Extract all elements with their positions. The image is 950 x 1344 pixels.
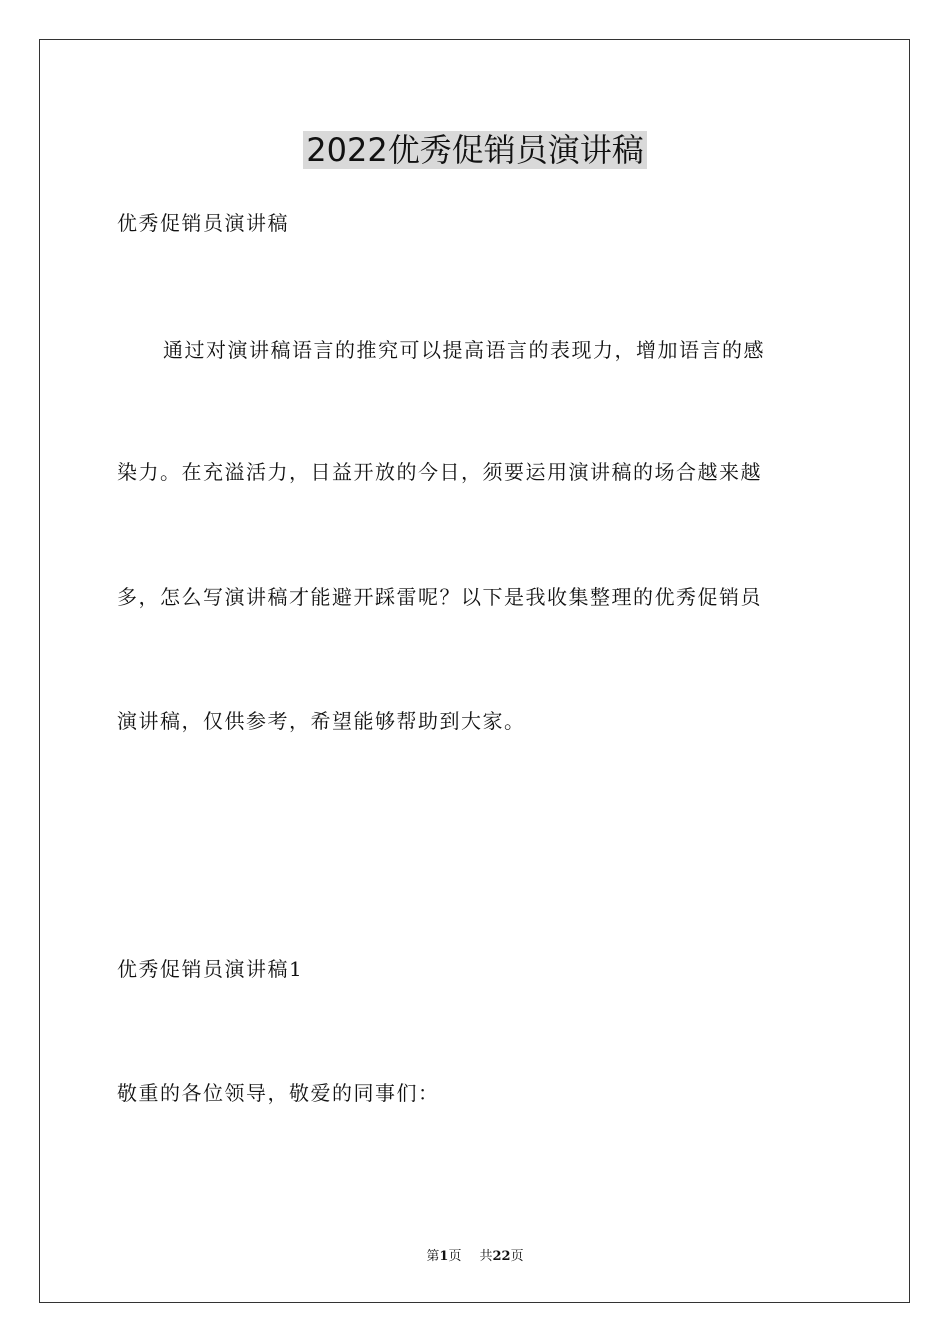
section-heading: 优秀促销员演讲稿1 (117, 957, 304, 981)
footer-page-prefix: 第 (426, 1249, 440, 1264)
footer-page-suffix: 页 (448, 1249, 462, 1264)
footer-total-prefix: 共 (479, 1249, 493, 1264)
salutation-line: 敬重的各位领导，敬爱的同事们： (117, 1081, 440, 1105)
title-text: 2022优秀促销员演讲稿 (303, 131, 646, 169)
footer-total-suffix: 页 (510, 1249, 524, 1264)
footer-total-pages: 22 (492, 1249, 511, 1264)
paragraph-line: 通过对演讲稿语言的推究可以提高语言的表现力，增加语言的感 (163, 338, 765, 362)
paragraph-line: 多，怎么写演讲稿才能避开踩雷呢？以下是我收集整理的优秀促销员 (117, 585, 762, 609)
subtitle-line: 优秀促销员演讲稿 (117, 211, 289, 235)
footer-page-number: 1 (439, 1249, 449, 1264)
page-footer (0, 1248, 950, 1266)
paragraph-line: 演讲稿，仅供参考，希望能够帮助到大家。 (117, 709, 526, 733)
document-title (0, 128, 950, 172)
paragraph-line: 染力。在充溢活力，日益开放的今日，须要运用演讲稿的场合越来越 (117, 460, 762, 484)
